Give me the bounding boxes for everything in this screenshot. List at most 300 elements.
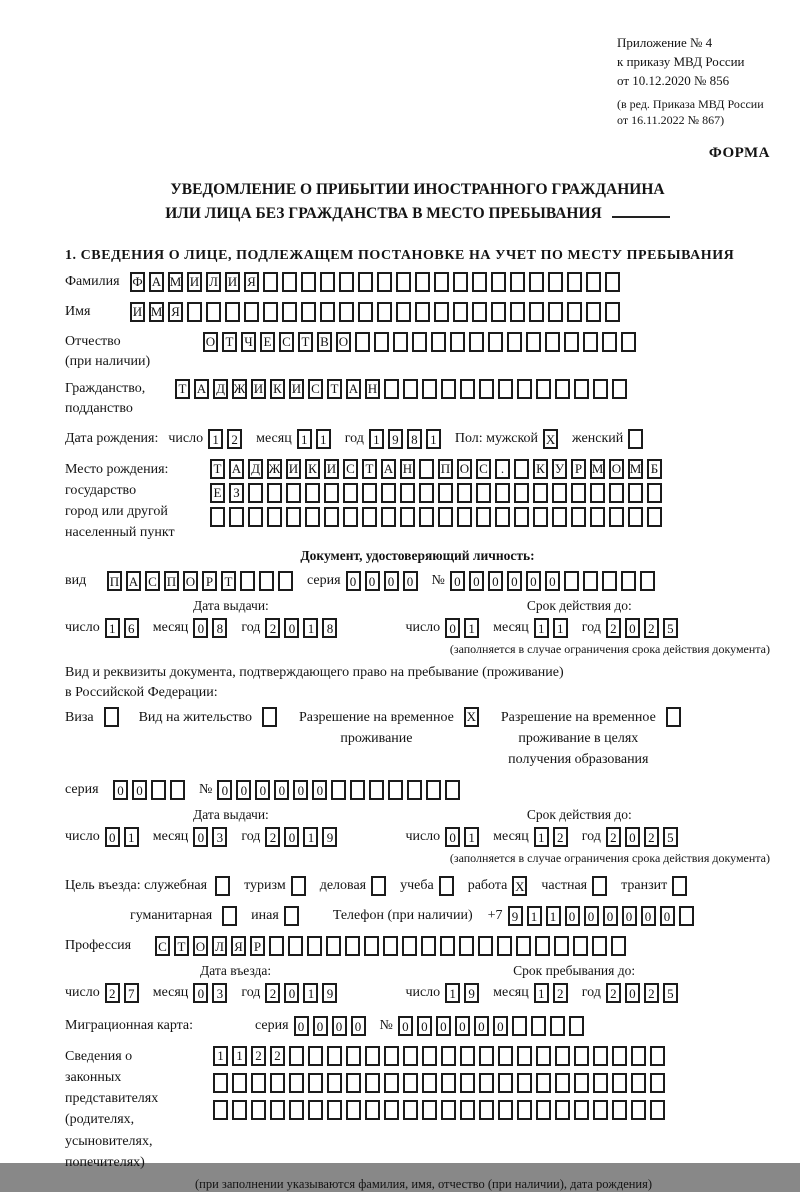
char-cell[interactable] <box>679 906 694 926</box>
issue-year-cells[interactable] <box>265 827 341 847</box>
char-cell[interactable] <box>497 936 512 956</box>
char-cell[interactable]: 0 <box>274 780 289 800</box>
char-cell[interactable]: Ч <box>241 332 256 352</box>
char-cell[interactable]: 5 <box>663 618 678 638</box>
char-cell[interactable] <box>441 1046 456 1066</box>
char-cell[interactable]: 5 <box>663 827 678 847</box>
char-cell[interactable] <box>517 1100 532 1120</box>
char-cell[interactable] <box>362 507 377 527</box>
residence-permit-checkbox[interactable] <box>262 707 277 727</box>
char-cell[interactable] <box>460 1073 475 1093</box>
edu-residence-checkbox[interactable] <box>666 707 681 727</box>
purpose-official-checkbox[interactable] <box>215 876 230 896</box>
temp-residence-checkbox[interactable]: X <box>464 707 479 727</box>
char-cell[interactable]: 0 <box>113 780 128 800</box>
char-cell[interactable] <box>536 1100 551 1120</box>
char-cell[interactable] <box>602 332 617 352</box>
char-cell[interactable] <box>507 332 522 352</box>
char-cell[interactable] <box>453 272 468 292</box>
char-cell[interactable] <box>240 571 255 591</box>
char-cell[interactable]: 1 <box>546 906 561 926</box>
char-cell[interactable]: А <box>381 459 396 479</box>
char-cell[interactable] <box>514 459 529 479</box>
char-cell[interactable] <box>533 507 548 527</box>
char-cell[interactable] <box>419 483 434 503</box>
char-cell[interactable] <box>564 571 579 591</box>
char-cell[interactable] <box>650 1100 665 1120</box>
patronymic-cells[interactable] <box>203 332 640 352</box>
char-cell[interactable] <box>403 1046 418 1066</box>
issue-month-cells[interactable] <box>193 827 231 847</box>
char-cell[interactable] <box>548 302 563 322</box>
char-cell[interactable] <box>286 507 301 527</box>
char-cell[interactable] <box>611 936 626 956</box>
char-cell[interactable] <box>393 332 408 352</box>
char-cell[interactable] <box>282 272 297 292</box>
char-cell[interactable] <box>308 1046 323 1066</box>
char-cell[interactable] <box>552 483 567 503</box>
char-cell[interactable]: 2 <box>553 983 568 1003</box>
char-cell[interactable] <box>631 1046 646 1066</box>
char-cell[interactable]: Т <box>210 459 225 479</box>
char-cell[interactable]: 0 <box>641 906 656 926</box>
char-cell[interactable] <box>419 507 434 527</box>
char-cell[interactable] <box>631 1073 646 1093</box>
char-cell[interactable]: Д <box>213 379 228 399</box>
char-cell[interactable] <box>571 507 586 527</box>
char-cell[interactable]: О <box>609 459 624 479</box>
char-cell[interactable]: Р <box>202 571 217 591</box>
char-cell[interactable]: 3 <box>212 827 227 847</box>
char-cell[interactable]: М <box>628 459 643 479</box>
char-cell[interactable]: 0 <box>284 827 299 847</box>
char-cell[interactable] <box>650 1046 665 1066</box>
char-cell[interactable] <box>609 483 624 503</box>
stay-day-cells[interactable] <box>445 983 483 1003</box>
purpose-work-checkbox[interactable]: X <box>512 876 527 896</box>
char-cell[interactable]: 6 <box>124 618 139 638</box>
char-cell[interactable] <box>647 507 662 527</box>
char-cell[interactable]: 1 <box>124 827 139 847</box>
char-cell[interactable]: 0 <box>507 571 522 591</box>
char-cell[interactable] <box>282 302 297 322</box>
char-cell[interactable] <box>267 483 282 503</box>
char-cell[interactable]: 0 <box>469 571 484 591</box>
char-cell[interactable] <box>251 1100 266 1120</box>
char-cell[interactable]: 0 <box>625 983 640 1003</box>
char-cell[interactable] <box>605 302 620 322</box>
char-cell[interactable] <box>377 302 392 322</box>
char-cell[interactable] <box>374 332 389 352</box>
char-cell[interactable] <box>479 1073 494 1093</box>
char-cell[interactable]: И <box>286 459 301 479</box>
char-cell[interactable] <box>593 1046 608 1066</box>
firstname-cells[interactable] <box>130 302 624 322</box>
char-cell[interactable] <box>415 302 430 322</box>
char-cell[interactable] <box>301 272 316 292</box>
char-cell[interactable] <box>269 936 284 956</box>
char-cell[interactable] <box>346 1100 361 1120</box>
char-cell[interactable]: 9 <box>388 429 403 449</box>
char-cell[interactable] <box>267 507 282 527</box>
char-cell[interactable]: 0 <box>365 571 380 591</box>
char-cell[interactable] <box>305 483 320 503</box>
residence-series-cells[interactable] <box>113 780 189 800</box>
char-cell[interactable] <box>479 1100 494 1120</box>
char-cell[interactable] <box>536 1046 551 1066</box>
char-cell[interactable]: И <box>130 302 145 322</box>
char-cell[interactable]: 0 <box>193 983 208 1003</box>
char-cell[interactable]: 1 <box>534 983 549 1003</box>
char-cell[interactable]: 2 <box>265 618 280 638</box>
char-cell[interactable] <box>545 332 560 352</box>
char-cell[interactable] <box>151 780 166 800</box>
char-cell[interactable] <box>590 483 605 503</box>
char-cell[interactable] <box>320 272 335 292</box>
char-cell[interactable] <box>402 936 417 956</box>
char-cell[interactable] <box>263 272 278 292</box>
char-cell[interactable] <box>650 1073 665 1093</box>
char-cell[interactable] <box>574 1046 589 1066</box>
char-cell[interactable]: 9 <box>322 983 337 1003</box>
char-cell[interactable] <box>339 272 354 292</box>
char-cell[interactable] <box>346 1046 361 1066</box>
char-cell[interactable] <box>286 483 301 503</box>
char-cell[interactable]: 1 <box>527 906 542 926</box>
char-cell[interactable] <box>479 1046 494 1066</box>
char-cell[interactable]: Т <box>298 332 313 352</box>
char-cell[interactable]: Н <box>400 459 415 479</box>
char-cell[interactable] <box>516 936 531 956</box>
birth-month-cells[interactable] <box>297 429 335 449</box>
char-cell[interactable] <box>631 1100 646 1120</box>
char-cell[interactable]: 0 <box>384 571 399 591</box>
char-cell[interactable]: П <box>438 459 453 479</box>
char-cell[interactable] <box>278 571 293 591</box>
char-cell[interactable]: 2 <box>105 983 120 1003</box>
char-cell[interactable] <box>419 459 434 479</box>
char-cell[interactable] <box>434 272 449 292</box>
char-cell[interactable] <box>213 1100 228 1120</box>
char-cell[interactable] <box>426 780 441 800</box>
char-cell[interactable]: 8 <box>407 429 422 449</box>
char-cell[interactable] <box>450 332 465 352</box>
char-cell[interactable]: 1 <box>445 983 460 1003</box>
char-cell[interactable]: А <box>149 272 164 292</box>
citizenship-cells[interactable] <box>175 379 631 399</box>
char-cell[interactable]: 0 <box>284 983 299 1003</box>
issue-month-cells[interactable] <box>193 618 231 638</box>
char-cell[interactable]: К <box>533 459 548 479</box>
char-cell[interactable] <box>573 936 588 956</box>
char-cell[interactable]: 0 <box>346 571 361 591</box>
char-cell[interactable] <box>206 302 221 322</box>
char-cell[interactable] <box>571 483 586 503</box>
char-cell[interactable]: М <box>168 272 183 292</box>
char-cell[interactable] <box>586 302 601 322</box>
char-cell[interactable] <box>498 379 513 399</box>
char-cell[interactable] <box>593 379 608 399</box>
char-cell[interactable]: С <box>476 459 491 479</box>
char-cell[interactable]: 0 <box>660 906 675 926</box>
char-cell[interactable]: 0 <box>193 618 208 638</box>
char-cell[interactable] <box>324 483 339 503</box>
char-cell[interactable]: Т <box>175 379 190 399</box>
char-cell[interactable] <box>536 379 551 399</box>
char-cell[interactable] <box>569 1016 584 1036</box>
char-cell[interactable]: 1 <box>213 1046 228 1066</box>
char-cell[interactable] <box>605 272 620 292</box>
char-cell[interactable]: 0 <box>417 1016 432 1036</box>
char-cell[interactable]: А <box>126 571 141 591</box>
char-cell[interactable]: И <box>187 272 202 292</box>
char-cell[interactable] <box>248 483 263 503</box>
char-cell[interactable] <box>384 1046 399 1066</box>
surname-cells[interactable] <box>130 272 624 292</box>
char-cell[interactable] <box>460 1100 475 1120</box>
char-cell[interactable] <box>621 571 636 591</box>
char-cell[interactable] <box>548 272 563 292</box>
issue-year-cells[interactable] <box>265 618 341 638</box>
char-cell[interactable] <box>259 571 274 591</box>
representatives-row-3[interactable] <box>213 1100 669 1120</box>
char-cell[interactable]: 1 <box>303 983 318 1003</box>
valid-month-cells[interactable] <box>534 618 572 638</box>
char-cell[interactable]: Е <box>260 332 275 352</box>
char-cell[interactable]: 1 <box>303 827 318 847</box>
char-cell[interactable]: В <box>317 332 332 352</box>
char-cell[interactable] <box>550 1016 565 1036</box>
char-cell[interactable] <box>647 483 662 503</box>
char-cell[interactable]: Ф <box>130 272 145 292</box>
char-cell[interactable]: П <box>107 571 122 591</box>
char-cell[interactable]: 0 <box>236 780 251 800</box>
char-cell[interactable] <box>592 936 607 956</box>
char-cell[interactable] <box>612 1046 627 1066</box>
char-cell[interactable] <box>574 1100 589 1120</box>
char-cell[interactable] <box>469 332 484 352</box>
char-cell[interactable]: 0 <box>398 1016 413 1036</box>
char-cell[interactable]: 0 <box>255 780 270 800</box>
char-cell[interactable]: С <box>279 332 294 352</box>
char-cell[interactable]: 0 <box>312 780 327 800</box>
char-cell[interactable]: 9 <box>464 983 479 1003</box>
valid-day-cells[interactable] <box>445 827 483 847</box>
char-cell[interactable] <box>232 1100 247 1120</box>
visa-checkbox[interactable] <box>104 707 119 727</box>
stay-year-cells[interactable] <box>606 983 682 1003</box>
char-cell[interactable] <box>453 302 468 322</box>
char-cell[interactable]: 1 <box>105 618 120 638</box>
char-cell[interactable]: 2 <box>606 983 621 1003</box>
purpose-other-checkbox[interactable] <box>284 906 299 926</box>
char-cell[interactable] <box>369 780 384 800</box>
char-cell[interactable]: 2 <box>553 827 568 847</box>
char-cell[interactable]: 2 <box>227 429 242 449</box>
char-cell[interactable]: 0 <box>545 571 560 591</box>
char-cell[interactable] <box>422 1073 437 1093</box>
char-cell[interactable] <box>533 483 548 503</box>
char-cell[interactable] <box>593 1100 608 1120</box>
char-cell[interactable]: У <box>552 459 567 479</box>
char-cell[interactable] <box>213 1073 228 1093</box>
char-cell[interactable] <box>457 483 472 503</box>
char-cell[interactable] <box>602 571 617 591</box>
entry-day-cells[interactable] <box>105 983 143 1003</box>
male-checkbox[interactable]: X <box>543 429 558 449</box>
char-cell[interactable]: А <box>194 379 209 399</box>
char-cell[interactable] <box>628 483 643 503</box>
char-cell[interactable] <box>407 780 422 800</box>
char-cell[interactable]: С <box>343 459 358 479</box>
char-cell[interactable]: О <box>457 459 472 479</box>
char-cell[interactable]: Л <box>212 936 227 956</box>
char-cell[interactable] <box>365 1046 380 1066</box>
char-cell[interactable] <box>225 302 240 322</box>
char-cell[interactable] <box>441 1100 456 1120</box>
char-cell[interactable]: 7 <box>124 983 139 1003</box>
char-cell[interactable]: 0 <box>332 1016 347 1036</box>
char-cell[interactable] <box>517 1073 532 1093</box>
representatives-row-2[interactable] <box>213 1073 669 1093</box>
char-cell[interactable]: Ж <box>267 459 282 479</box>
char-cell[interactable] <box>388 780 403 800</box>
char-cell[interactable]: К <box>270 379 285 399</box>
char-cell[interactable] <box>327 1100 342 1120</box>
purpose-transit-checkbox[interactable] <box>672 876 687 896</box>
char-cell[interactable] <box>365 1100 380 1120</box>
char-cell[interactable]: 2 <box>644 827 659 847</box>
char-cell[interactable]: Р <box>571 459 586 479</box>
char-cell[interactable]: О <box>183 571 198 591</box>
char-cell[interactable]: 3 <box>212 983 227 1003</box>
char-cell[interactable]: 1 <box>426 429 441 449</box>
doc-number-cells[interactable] <box>450 571 659 591</box>
char-cell[interactable] <box>289 1046 304 1066</box>
purpose-study-checkbox[interactable] <box>439 876 454 896</box>
char-cell[interactable]: 0 <box>313 1016 328 1036</box>
char-cell[interactable] <box>526 332 541 352</box>
char-cell[interactable] <box>403 1073 418 1093</box>
char-cell[interactable] <box>498 1046 513 1066</box>
char-cell[interactable] <box>574 379 589 399</box>
char-cell[interactable] <box>308 1073 323 1093</box>
char-cell[interactable] <box>510 272 525 292</box>
purpose-humanitarian-checkbox[interactable] <box>222 906 237 926</box>
char-cell[interactable] <box>383 936 398 956</box>
char-cell[interactable] <box>586 272 601 292</box>
char-cell[interactable] <box>440 936 455 956</box>
char-cell[interactable] <box>400 507 415 527</box>
char-cell[interactable] <box>555 1100 570 1120</box>
char-cell[interactable] <box>488 332 503 352</box>
char-cell[interactable] <box>498 1073 513 1093</box>
char-cell[interactable]: 0 <box>294 1016 309 1036</box>
char-cell[interactable]: С <box>155 936 170 956</box>
char-cell[interactable] <box>476 483 491 503</box>
char-cell[interactable]: 0 <box>351 1016 366 1036</box>
char-cell[interactable] <box>531 1016 546 1036</box>
char-cell[interactable] <box>326 936 341 956</box>
char-cell[interactable]: Ж <box>232 379 247 399</box>
char-cell[interactable]: 0 <box>455 1016 470 1036</box>
char-cell[interactable] <box>288 936 303 956</box>
char-cell[interactable]: Р <box>250 936 265 956</box>
entry-month-cells[interactable] <box>193 983 231 1003</box>
char-cell[interactable] <box>536 1073 551 1093</box>
char-cell[interactable] <box>621 332 636 352</box>
char-cell[interactable] <box>472 302 487 322</box>
char-cell[interactable] <box>187 302 202 322</box>
char-cell[interactable] <box>535 936 550 956</box>
char-cell[interactable]: 0 <box>603 906 618 926</box>
char-cell[interactable] <box>495 507 510 527</box>
char-cell[interactable] <box>517 379 532 399</box>
char-cell[interactable] <box>270 1100 285 1120</box>
char-cell[interactable]: Я <box>231 936 246 956</box>
char-cell[interactable] <box>210 507 225 527</box>
char-cell[interactable] <box>229 507 244 527</box>
char-cell[interactable] <box>460 379 475 399</box>
char-cell[interactable] <box>583 332 598 352</box>
char-cell[interactable]: 1 <box>303 618 318 638</box>
issue-day-cells[interactable] <box>105 618 143 638</box>
char-cell[interactable] <box>441 379 456 399</box>
char-cell[interactable]: 1 <box>464 618 479 638</box>
char-cell[interactable] <box>346 1073 361 1093</box>
char-cell[interactable] <box>170 780 185 800</box>
char-cell[interactable]: Я <box>244 272 259 292</box>
char-cell[interactable]: 1 <box>553 618 568 638</box>
entry-year-cells[interactable] <box>265 983 341 1003</box>
char-cell[interactable]: К <box>305 459 320 479</box>
char-cell[interactable]: 0 <box>565 906 580 926</box>
char-cell[interactable]: 2 <box>644 618 659 638</box>
char-cell[interactable]: 0 <box>403 571 418 591</box>
stay-month-cells[interactable] <box>534 983 572 1003</box>
char-cell[interactable] <box>289 1100 304 1120</box>
char-cell[interactable]: 2 <box>265 827 280 847</box>
char-cell[interactable] <box>514 483 529 503</box>
char-cell[interactable] <box>308 1100 323 1120</box>
char-cell[interactable] <box>552 507 567 527</box>
char-cell[interactable]: 0 <box>622 906 637 926</box>
representatives-row-1[interactable] <box>213 1046 669 1066</box>
char-cell[interactable] <box>583 571 598 591</box>
char-cell[interactable]: 2 <box>606 827 621 847</box>
char-cell[interactable] <box>232 1073 247 1093</box>
char-cell[interactable] <box>350 780 365 800</box>
char-cell[interactable] <box>320 302 335 322</box>
char-cell[interactable] <box>289 1073 304 1093</box>
char-cell[interactable] <box>491 272 506 292</box>
valid-year-cells[interactable] <box>606 618 682 638</box>
valid-month-cells[interactable] <box>534 827 572 847</box>
doc-kind-cells[interactable] <box>107 571 297 591</box>
char-cell[interactable] <box>403 379 418 399</box>
birth-place-row-3[interactable] <box>210 507 666 527</box>
purpose-private-checkbox[interactable] <box>592 876 607 896</box>
char-cell[interactable] <box>331 780 346 800</box>
char-cell[interactable] <box>593 1073 608 1093</box>
char-cell[interactable] <box>476 507 491 527</box>
char-cell[interactable] <box>441 1073 456 1093</box>
char-cell[interactable] <box>412 332 427 352</box>
char-cell[interactable]: С <box>145 571 160 591</box>
char-cell[interactable] <box>251 1073 266 1093</box>
char-cell[interactable]: 1 <box>297 429 312 449</box>
char-cell[interactable]: И <box>324 459 339 479</box>
